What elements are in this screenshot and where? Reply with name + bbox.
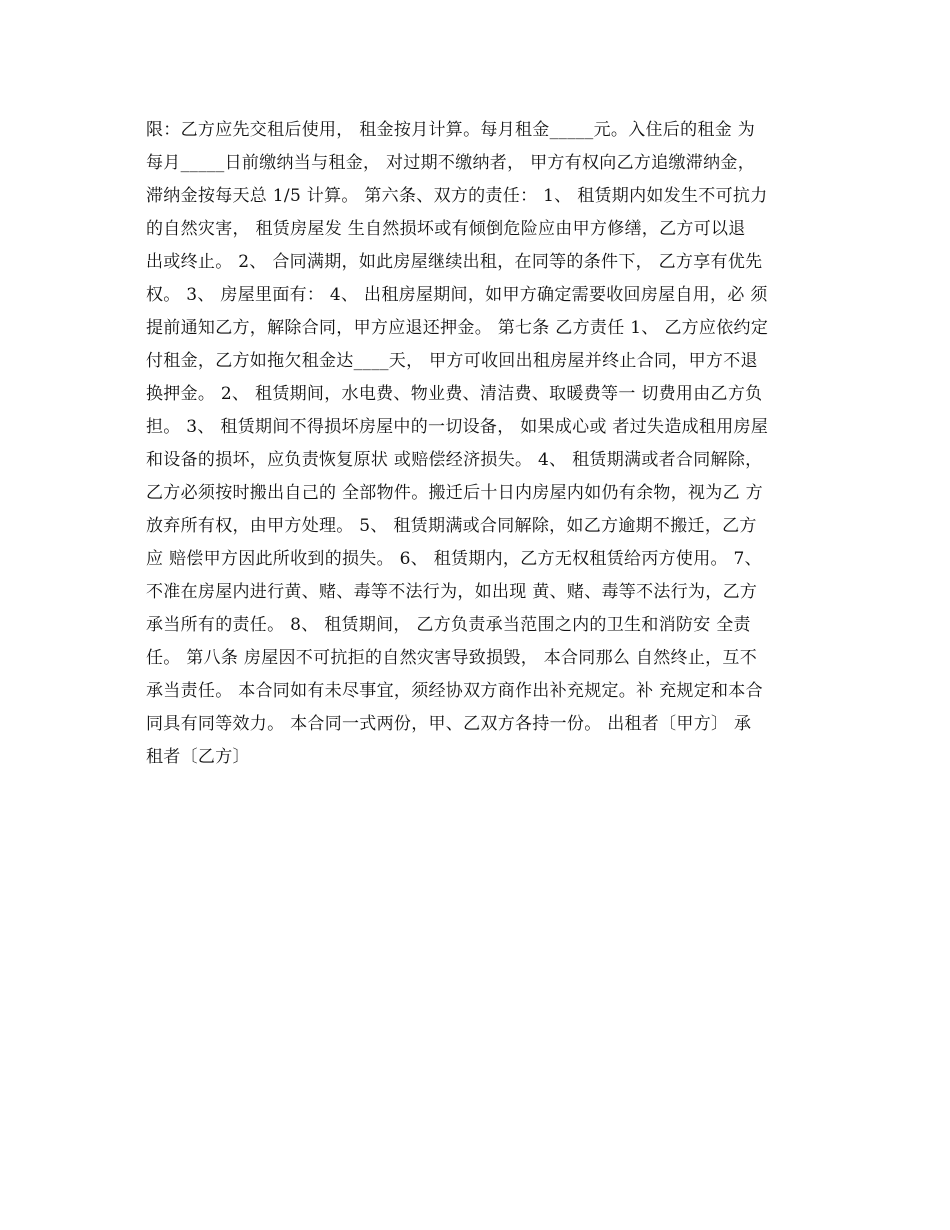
text-line: 每月_____日前缴纳当与租金， 对过期不缴纳者， 甲方有权向乙方追缴滞纳金， — [146, 153, 756, 173]
text-line: 提前通知乙方，解除合同，甲方应退还押金。 第七条 乙方责任 1、 乙方应依约定 — [146, 318, 769, 338]
text-line: 限：乙方应先交租后使用， 租金按月计算。每月租金_____元。入住后的租金 为 — [146, 120, 756, 140]
text-line: 付租金，乙方如拖欠租金达____天， 甲方可收回出租房屋并终止合同，甲方不退 — [146, 351, 758, 371]
text-line: 放弃所有权，由甲方处理。 5、 租赁期满或合同解除，如乙方逾期不搬迁，乙方 — [146, 516, 757, 536]
text-line: 任。 第八条 房屋因不可抗拒的自然灾害导致损毁， 本合同那么 自然终止，互不 — [146, 648, 758, 668]
text-line: 滞纳金按每天总 1/5 计算。 第六条、双方的责任： 1、 租赁期内如发生不可抗力 — [146, 186, 768, 206]
text-line: 租者〔乙方〕 — [146, 747, 250, 767]
text-line: 换押金。 2、 租赁期间，水电费、物业费、清洁费、取暖费等一 切费用由乙方负 — [146, 384, 763, 404]
text-line: 出或终止。 2、 合同满期，如此房屋继续出租，在同等的条件下， 乙方享有优先 — [146, 252, 763, 272]
text-line: 权。 3、 房屋里面有： 4、 出租房屋期间，如甲方确定需要收回房屋自用，必 须 — [146, 285, 768, 305]
text-line: 承当责任。 本合同如有未尽事宜，须经协双方商作出补充规定。补 充规定和本合 — [146, 681, 763, 701]
text-line: 承当所有的责任。 8、 租赁期间， 乙方负责承当范围之内的卫生和消防安 全责 — [146, 615, 751, 635]
text-line: 应 赔偿甲方因此所收到的损失。 6、 租赁期内，乙方无权租赁给丙方使用。 7、 — [146, 549, 762, 569]
text-line: 担。 3、 租赁期间不得损坏房屋中的一切设备， 如果成心或 者过失造成租用房屋 — [146, 417, 769, 437]
text-line: 和设备的损坏，应负责恢复原状 或赔偿经济损失。 4、 租赁期满或者合同解除， — [146, 450, 763, 470]
text-line: 的自然灾害， 租赁房屋发 生自然损坏或有倾倒危险应由甲方修缮，乙方可以退 — [146, 219, 746, 239]
text-line: 乙方必须按时搬出自己的 全部物件。搬迁后十日内房屋内如仍有余物，视为乙 方 — [146, 483, 763, 503]
contract-body-text — [146, 114, 816, 774]
text-line: 不准在房屋内进行黄、赌、毒等不法行为，如出现 黄、赌、毒等不法行为，乙方 — [146, 582, 758, 602]
text-line: 同具有同等效力。 本合同一式两份，甲、乙双方各持一份。 出租者〔甲方〕 承 — [146, 714, 752, 734]
